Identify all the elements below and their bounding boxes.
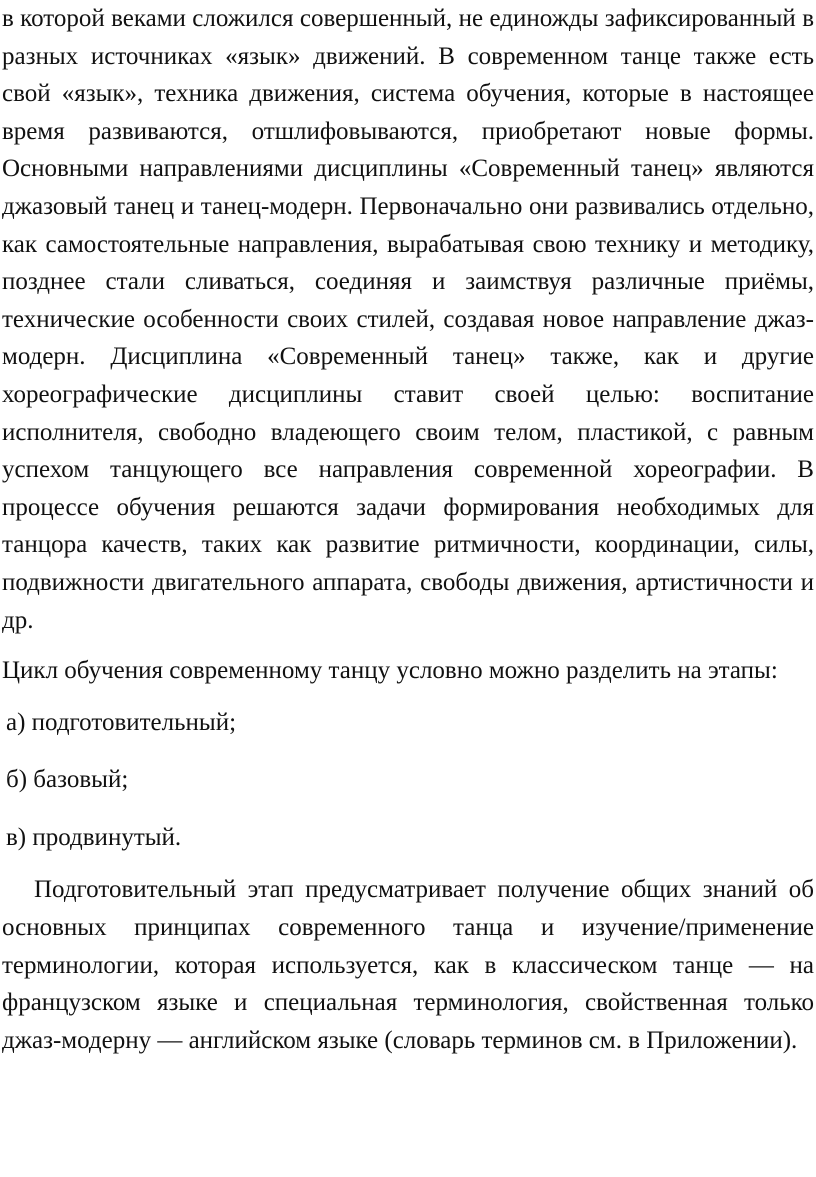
stage-list-item-basic: б) базовый; [6, 766, 129, 794]
paragraph-intro: в которой веками сложился совершенный, не единожды зафиксированный в разных источниках «язык» движений. В современном танце также есть свой «язык», техника движения, система обучения, которые в настоящее время развиваются, отшлифовываются, приобретают новые формы. Основными направлениями дисциплины «Современный танец» являются джазовый танец и танец-модерн. Первоначально они развивались отдельно, как самостоятельные направления, вырабатывая свою технику и методику, позднее стали сливаться, соединяя и заимствуя различные приёмы, технические особенности своих стилей, создавая новое направление джаз- модерн. Дисциплина «Современный танец» также, как и другие хореографические дисциплины ставит своей целью: воспитание исполнителя, свободно владеющего своим телом, пластикой, с равным успехом танцующего все направления современной хореографии. В процессе обучения решаются задачи формирования необходимых для танцора качеств, таких как развитие ритмичности, координации, силы, подвижности двигательного аппарата, свободы движения, артистичности и др. [2, 5, 814, 634]
paragraph-cycle: Цикл обучения современному танцу условно можно разделить на этапы: [2, 657, 778, 685]
stage-list-item-advanced: в) продвинутый. [6, 823, 182, 851]
paragraph-preparatory-stage: Подготовительный этап предусматривает получение общих знаний об основных принципах современного танца и изучение/применение терминологии, которая используется, как в классическом танце — на французском языке и специальная терминология, свойственная только джаз-модерну — английском языке (словарь терминов см. в Приложении). [2, 876, 814, 1054]
stage-list-item-preparatory: а) подготовительный; [6, 708, 237, 736]
